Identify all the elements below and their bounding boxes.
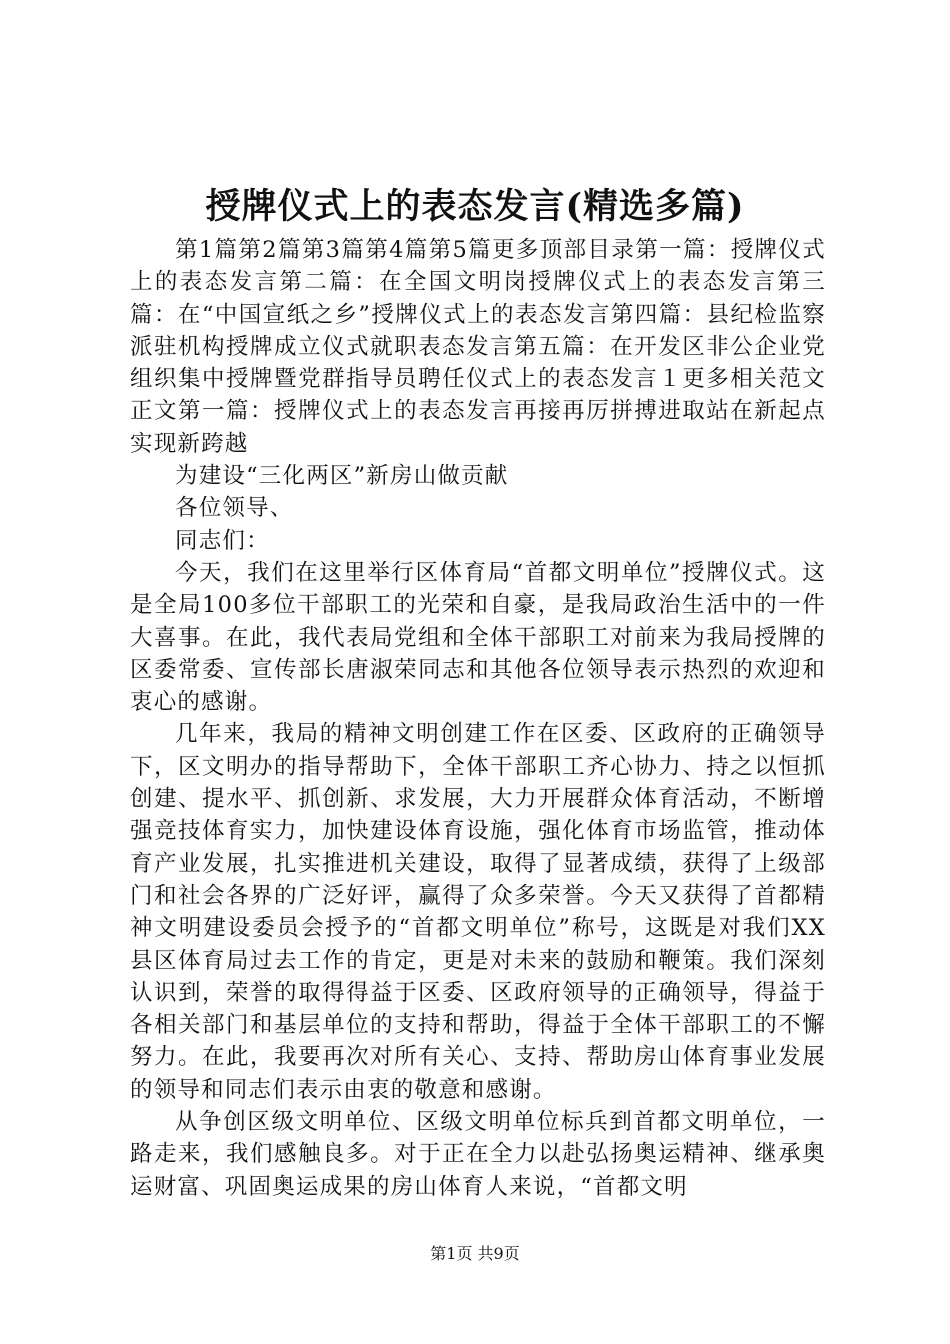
paragraph-opening: 今天，我们在这里举行区体育局“首都文明单位”授牌仪式。这是全局100多位干部职工的光荣和自豪，是我局政治生活中的一件大喜事。在此，我代表局党组和全体干部职工对前来为我局授牌的区委常委、宣传部长唐淑荣同志和其他各位领导表示热烈的欢迎和衷心的感谢。: [130, 559, 826, 716]
paragraph-reflection: 从争创区级文明单位、区级文明单位标兵到首都文明单位，一路走来，我们感触良多。对于正在全力以赴弘扬奥运精神、继承奥运财富、巩固奥运成果的房山体育人来说，“首都文明: [130, 1109, 826, 1200]
page-footer: 第1页 共9页: [430, 1244, 520, 1263]
paragraph-achievements: 几年来，我局的精神文明创建工作在区委、区政府的正确领导下，区文明办的指导帮助下，全体干部职工齐心协力、持之以恒抓创建、提水平、抓创新、求发展，大力开展群众体育活动，不断增强竞技体育实力，加快建设体育设施，强化体育市场监管，推动体育产业发展，扎实推进机关建设，取得了显著成绩，获得了上级部门和社会各界的广泛好评，赢得了众多荣誉。今天又获得了首都精神文明建设委员会授予的“首都文明单位”称号，这既是对我们XX县区体育局过去工作的肯定，更是对未来的鼓励和鞭策。我们深刻认识到，荣誉的取得得益于区委、区政府领导的正确领导，得益于各相关部门和基层单位的支持和帮助，得益于全体干部职工的不懈努力。在此，我要再次对所有关心、支持、帮助房山体育事业发展的领导和同志们表示由衷的敬意和感谢。: [130, 721, 826, 1103]
document-body: [130, 234, 826, 1203]
document-title: 授牌仪式上的表态发言(精选多篇): [205, 186, 745, 227]
paragraph-salutation-leaders: 各位领导、: [175, 495, 294, 522]
paragraph-toc: 第1篇第2篇第3篇第4篇第5篇更多顶部目录第一篇：授牌仪式上的表态发言第二篇：在全国文明岗授牌仪式上的表态发言第三篇：在“中国宣纸之乡”授牌仪式上的表态发言第四篇：县纪检监察派驻机构授牌成立仪式就职表态发言第五篇：在开发区非公企业党组织集中授牌暨党群指导员聘任仪式上的表态发言１更多相关范文正文第一篇：授牌仪式上的表态发言再接再厉拼搏进取站在新起点实现新跨越: [130, 237, 826, 457]
paragraph-salutation-comrades: 同志们：: [175, 527, 270, 554]
paragraph-subtitle: 为建设“三化两区”新房山做贡献: [175, 463, 509, 490]
